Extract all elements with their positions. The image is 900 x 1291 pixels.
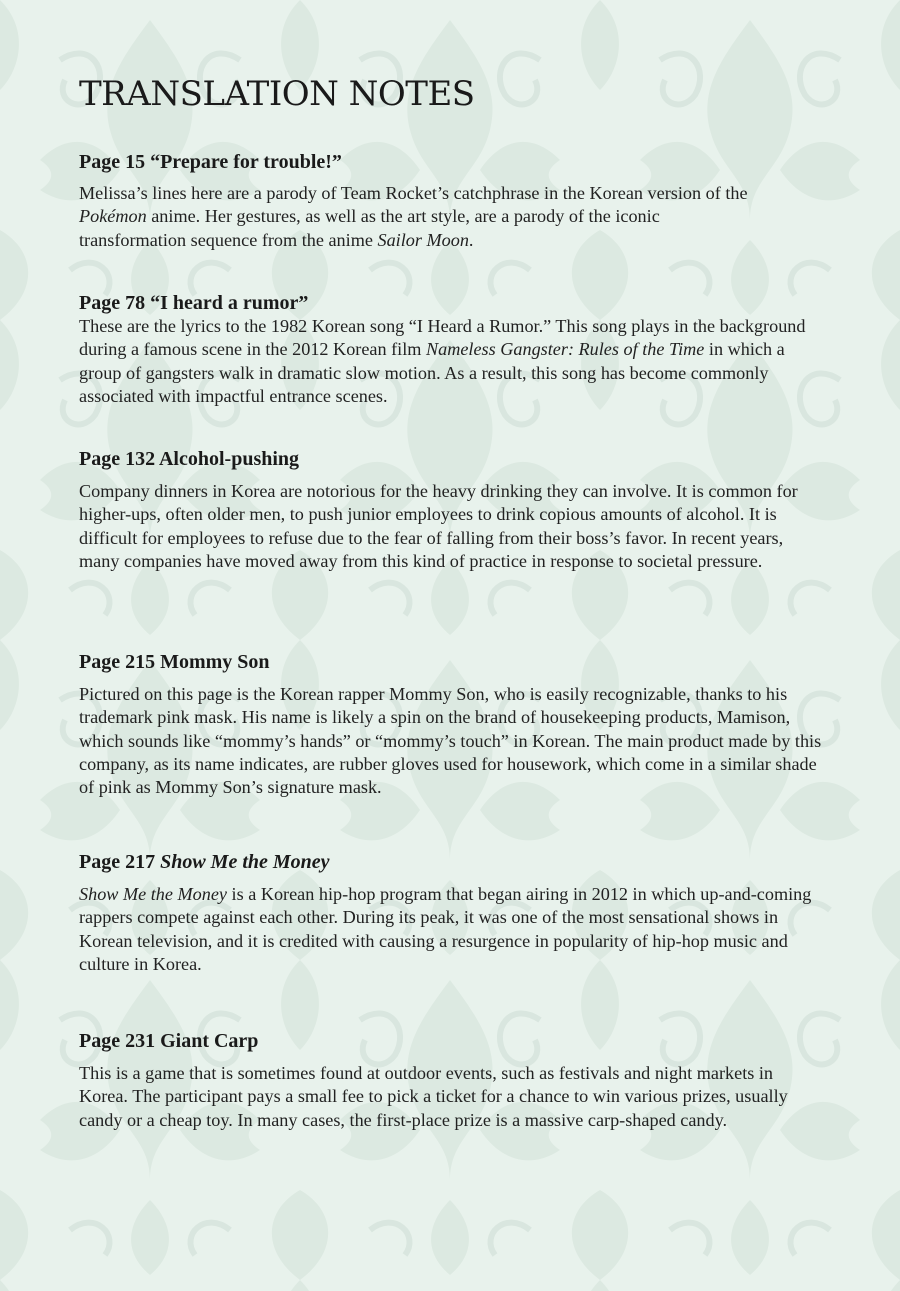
note-body — [79, 883, 824, 976]
note-item — [79, 150, 840, 252]
note-heading-text: Page 231 Giant Carp — [79, 1030, 259, 1052]
note-heading — [79, 291, 840, 315]
note-heading-text: Page 78 “I heard a rumor” — [79, 292, 309, 314]
note-body-text: in which a group of gangsters walk in dramatic slow motion. As a result, this song has become commonly associated with impactful entrance scenes. — [79, 339, 785, 406]
note-body-text: Company dinners in Korea are notorious for the heavy drinking they can involve. It is common for higher-ups, often older men, to push junior employees to drink copious amounts of alcohol. It is difficult for employees to refuse due to the fear of falling from their boss’s favor. In recent years, many companies have moved away from this kind of practice in response to societal pressure. — [79, 481, 798, 571]
note-heading — [79, 650, 840, 674]
note-heading-text: Page 217 — [79, 851, 161, 873]
note-body-italic: Show Me the Money — [79, 884, 227, 904]
note-heading — [79, 150, 840, 174]
note-body-text: Melissa’s lines here are a parody of Team Rocket’s catchphrase in the Korean version of the — [79, 183, 748, 203]
note-body-text: . — [468, 229, 474, 250]
note-body-text: This is a game that is sometimes found at outdoor events, such as festivals and night markets in Korea. The participant pays a small fee to pick a ticket for a chance to win various prizes, usually candy or a cheap toy. In many cases, the first-place prize is a massive carp-shaped candy. — [79, 1063, 788, 1130]
note-heading — [79, 850, 840, 874]
note-body — [79, 182, 769, 252]
note-item — [79, 1029, 840, 1132]
note-item — [79, 291, 840, 408]
note-item — [79, 850, 840, 976]
note-body-italic: Pokémon — [79, 206, 147, 227]
note-body-italic: Nameless Gangster: Rules of the Time — [425, 339, 705, 360]
note-heading-text: Page 132 Alcohol-pushing — [79, 448, 300, 470]
note-heading-text: Page 215 Mommy Son — [79, 651, 270, 673]
note-body — [79, 315, 824, 408]
note-body — [79, 683, 824, 799]
note-heading — [79, 447, 840, 471]
note-heading — [79, 1029, 840, 1053]
note-body-text: Pictured on this page is the Korean rapper Mommy Son, who is easily recognizable, thanks to his trademark pink mask. His name is likely a spin on the brand of housekeeping products, Mamison, which sounds like “mommy’s hands” or “mommy’s touch” in Korean. The main product made by this company, as its name indicates, are rubber gloves used for housework, which come in a similar shade of pink as Mommy Son’s signature mask. — [79, 684, 822, 798]
note-body-italic: Sailor Moon — [377, 229, 469, 250]
note-body-text: is a Korean hip-hop program that began airing in 2012 in which up-and-coming rappers compete against each other. During its peak, it was one of the most sensational shows in Korean television, and it is credited with causing a resurgence in popularity of hip-hop music and culture in Korea. — [79, 884, 812, 974]
note-heading-text: Page 15 “Prepare for trouble!” — [79, 151, 342, 173]
page-title: TRANSLATION NOTES — [79, 74, 475, 114]
note-body-text: anime. Her gestures, as well as the art style, are a parody of the iconic transformation sequence from the anime — [79, 206, 660, 250]
note-body — [79, 480, 824, 573]
note-item — [79, 650, 840, 799]
note-item — [79, 447, 840, 573]
note-heading-italic: Show Me the Money — [160, 851, 330, 873]
note-body-text: These are the lyrics to the 1982 Korean song “I Heard a Rumor.” This song plays in the background during a famous scene in the 2012 Korean film — [79, 316, 806, 360]
page — [0, 0, 900, 118]
note-body — [79, 1062, 824, 1132]
